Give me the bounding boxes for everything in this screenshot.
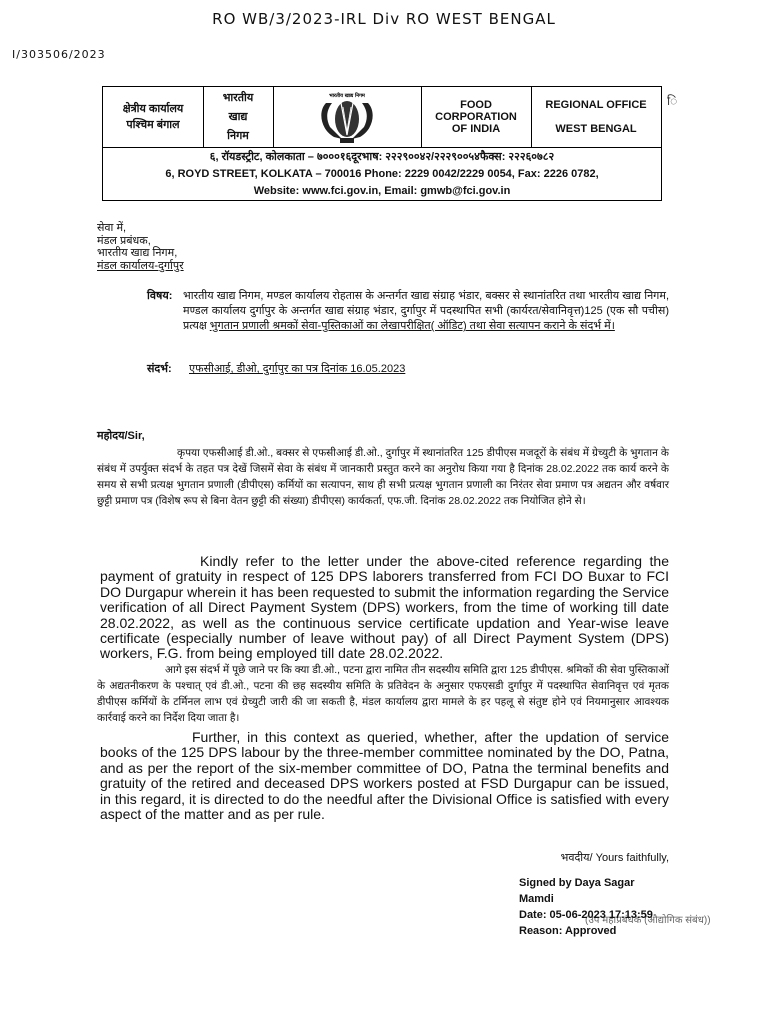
address-line: सेवा में,: [97, 222, 127, 234]
address-line: मंडल कार्यालय-दुर्गापुर: [97, 259, 184, 272]
eng-corp-line-3: OF INDIA: [451, 123, 501, 135]
eng-office-line-1: REGIONAL OFFICE: [545, 99, 647, 111]
hindi-corp-line-1: भारतीय: [222, 91, 254, 104]
signature-date: Date: 05-06-2023 17:13:59: [519, 909, 653, 921]
hindi-paragraph-2: आगे इस संदर्भ में पूछे जाने पर कि क्या डी.ओ., पटना द्वारा नामित तीन सदस्यीय समिति द्वारा 125 डीपीएस. श्रमिकों की सेवा पुस्तिकाओं के अद्यतनीकरण के पश्चात् एवं डी.ओ., पटना की छह सदस्यीय समिति के प्रतिवेदन के अनुसार एफएसडी दुर्गापुर में पदस्थापित सेवानिवृत्त एवं मृतक डीपीएस कर्मियों के टर्मिनल लाभ एवं ग्रेच्युटी जारी की जा सकती है, मंडल कार्यालय द्वारा मामले के हर पहलू से संतुष्ट होने एवं नियमानुसार आवश्यक कार्रवाई करने का निर्देश दिया जाता है।: [97, 664, 669, 724]
signed-by-line-2: Mamdi: [519, 893, 554, 905]
designation-faded: (उप महाप्रबंधक (औद्योगिक संबंध)): [585, 915, 711, 926]
subject-underlined: भुगतान प्रणाली श्रमकों सेवा-पुस्तिकाओं का लेखापरीक्षित( ऑडिट) तथा सेवा सत्यापन कराने के संदर्भ में।: [209, 320, 615, 332]
hindi-corp-line-3: निगम: [227, 129, 249, 142]
english-paragraph-2: Further, in this context as queried, whether, after the updation of service books of the 125 DPS labour by the three-member committee nominated by the DO, Patna, and as per the report of the six-member committee of DO, Patna the terminal benefits and gratuity of the retired and deceased DPS workers posted at FSD Durgapur can be issued, in this regard, it is directed to do the needful after the Divisional Office is satisfied with every aspect of the matter and as per rule.: [100, 729, 669, 823]
hindi-paragraph-1: कृपया एफसीआई डी.ओ., बक्सर से एफसीआई डी.ओ., दुर्गापुर में स्थानांतरित 125 डीपीएस मजदूरों के संबंध में ग्रेच्युटी के भुगतान के संबंध में उपर्युक्त संदर्भ के तहत पत्र देखें जिसमें सेवा के संबंध में जानकारी प्रस्तुत करने का अनुरोध किया गया है दिनांक 28.02.2022 तक कार्य करने के समय से सभी प्रत्यक्ष भुगतान प्रणाली (डीपीएस) कर्मियों का सत्यापन, साथ ही सभी प्रत्यक्ष भुगतान प्रणाली का निरंतर सेवा प्रमाण पत्र अद्यतन और वर्षवार छुट्टी प्रमाण पत्र (विशेष रूप से बिना वेतन छुट्टी की संख्या) डीपीएस) कार्यकर्ता, एफ.जी. दिनांक 28.02.2022 तक नियोजित होने से।: [97, 447, 669, 507]
eng-corp-cell: [421, 87, 532, 147]
recipient-address: [97, 222, 184, 272]
letterhead: [102, 86, 662, 201]
website-email: Website: www.fci.gov.in, Email: gmwb@fci.gov.in: [253, 185, 511, 197]
eng-office-cell: [531, 87, 661, 147]
hindi-corp-cell: [203, 87, 274, 147]
reference-text: एफसीआई, डीओ, दुर्गापुर का पत्र दिनांक 16.05.2023: [189, 363, 406, 375]
signature-reason: Reason: Approved: [519, 925, 617, 937]
closing: भवदीय/ Yours faithfully,: [560, 852, 669, 864]
hindi-office-line-2: पश्चिम बंगाल: [126, 119, 180, 131]
subject-label: विषय:: [147, 290, 173, 302]
eng-office-line-2: WEST BENGAL: [555, 123, 637, 135]
signed-by-line-1: Signed by Daya Sagar: [519, 877, 635, 889]
hindi-corp-line-2: खाद्य: [228, 110, 248, 123]
subject-text: [183, 289, 669, 334]
hindi-office-line-1: क्षेत्रीय कार्यालय: [122, 103, 184, 115]
salutation: महोदय/Sir,: [97, 430, 145, 442]
letterhead-address: [103, 147, 661, 202]
document-reference-header: RO WB/3/2023-IRL Div RO WEST BENGAL: [212, 10, 556, 28]
hindi-address: ६, रॉयडस्ट्रीट, कोलकाता – ७०००१६दूरभाष: २२२९००४२/२२२९००५४फैक्स: २२२६०७८२: [209, 151, 555, 163]
eng-corp-line-2: CORPORATION: [435, 111, 517, 123]
hindi-office-cell: [103, 87, 204, 147]
digital-signature: [519, 875, 679, 939]
logo-text: भारतीय खाद्य निगम: [329, 93, 365, 99]
address-line: भारतीय खाद्य निगम,: [97, 247, 178, 259]
fci-logo: [312, 89, 382, 145]
document-number: I/303506/2023: [12, 48, 106, 61]
corner-mark: ि: [667, 94, 678, 108]
english-address: 6, ROYD STREET, KOLKATA – 700016 Phone: 2229 0042/2229 0054, Fax: 2226 0782,: [165, 168, 599, 180]
english-paragraph-1: Kindly refer to the letter under the above-cited reference regarding the payment of gratuity in respect of 125 DPS laborers transferred from FCI DO Buxar to FCI DO Durgapur wherein it has been requested to submit the information regarding the Service verification of all Direct Payment System (DPS) workers, from the time of working till date 28.02.2022, as well as the continuous service certificate updation and Year-wise leave certificate (especially number of leave without pay) of all Direct Payment System (DPS) workers, F.G. from being employed till date 28.02.2022.: [100, 553, 669, 662]
logo-cell: [273, 87, 422, 147]
address-line: मंडल प्रबंधक,: [97, 234, 151, 247]
eng-corp-line-1: FOOD: [460, 99, 492, 111]
subject-plain: भारतीय खाद्य निगम, मण्डल कार्यालय रोहतास के अन्तर्गत खाद्य संग्राह भंडार, बक्सर से स्थानांतरित तथा भारतीय खाद्य निगम, मण्डल कार्यालय दुर्गापुर के अन्तर्गत खाद्य संग्राह भंडार, दुर्गापुर में पदस्थापित सभी (कार्यरत/सेवानिवृत्त)125 (एक सौ पचीस) प्रत्यक्ष: [183, 290, 669, 332]
reference-label: संदर्भ:: [147, 363, 172, 375]
